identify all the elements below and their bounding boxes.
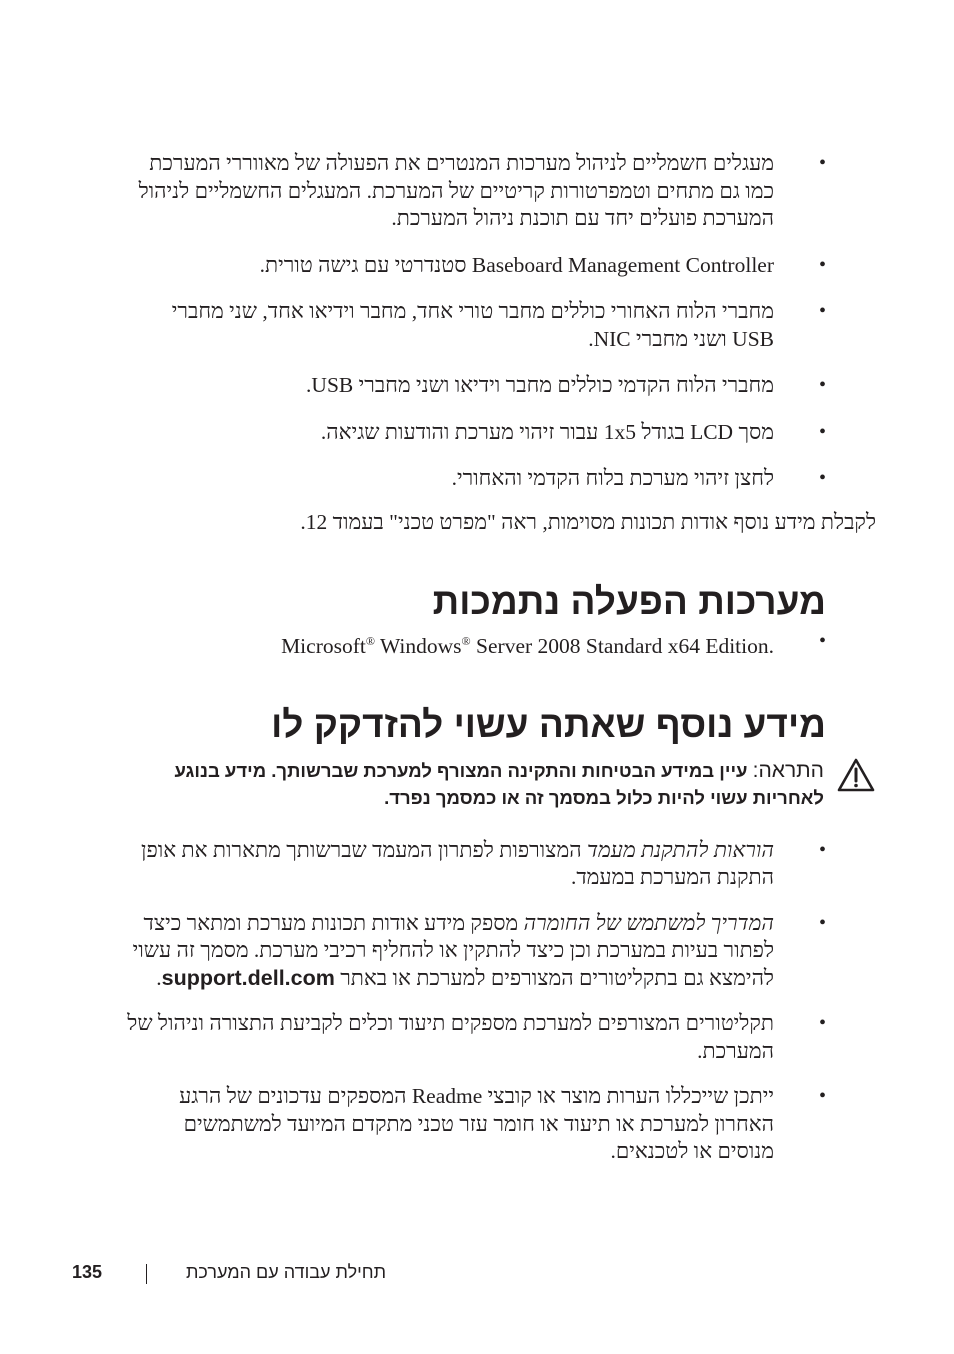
features-list [126, 150, 826, 493]
doc-description: מספק מידע אודות תכונות מערכת ומתאר כיצד לפתור בעיות במערכת וכן כיצד להתקין או להחליף רכיבי מערכת. מסמך זה עשוי להימצא גם בתקליטורים המצורפים למערכת או באתר [132, 910, 774, 990]
page-footer [0, 1262, 954, 1286]
os-vendor: Microsoft [281, 634, 366, 659]
spec-reference-note: לקבלת מידע נוסף אודות תכונות מסוימות, ראה "מפרט טכני" בעמוד 12. [300, 509, 876, 534]
list-item: • מסך LCD בגודל 1x5 עבור זיהוי מערכת והודעות שגיאה. [126, 419, 826, 447]
page-number: 135 [72, 1262, 103, 1282]
registered-mark: ® [365, 634, 375, 648]
list-item: • Baseboard Management Controller סטנדרטי עם גישה טורית. [126, 252, 826, 280]
list-item [126, 837, 826, 892]
list-item: • לחצן זיהוי מערכת בלוח הקדמי והאחורי. [126, 465, 826, 493]
notice-label: התראה: [752, 758, 824, 782]
footer-divider [146, 1264, 147, 1284]
os-name [281, 634, 774, 658]
documentation-list [126, 837, 826, 1166]
caution-notice [126, 757, 876, 811]
os-list [126, 628, 826, 661]
section-heading-more-info: מידע נוסף שאתה עשוי להזדקק לו [271, 703, 826, 745]
os-product: Windows [374, 634, 462, 659]
list-item: • מחברי הלוח הקדמי כוללים מחבר וידיאו ושני מחברי USB. [126, 372, 826, 400]
list-item [126, 628, 826, 661]
list-item: • מחברי הלוח האחורי כוללים מחבר טורי אחד, מחבר וידיאו אחד, שני מחברי USB ושני מחברי NIC. [126, 298, 826, 353]
page-content [126, 150, 876, 1166]
list-item [126, 910, 826, 993]
notice-text: עיין במידע הבטיחות והתקינה המצורף למערכת שברשותך. מידע בנוגע לאחריות עשוי להיות כלול במסמך זה או כמסמך נפרד. [174, 759, 824, 808]
registered-mark: ® [461, 634, 471, 648]
doc-description: ייתכן שייכללו הערות מוצר או קובצי Readme המספקים עדכונים של הרגע האחרון למערכת או תיעוד או חומר עזר טכני מתקדם המיועד למשתמשים מנוסים או לטכנאים. [179, 1084, 774, 1164]
os-edition: Server 2008 Standard x64 Edition. [470, 634, 774, 659]
doc-title: המדריך למשתמש של החומרה [523, 910, 774, 935]
doc-title: הוראות להתקנת מעמד [586, 837, 774, 862]
list-item [126, 1010, 826, 1065]
list-item: • מעגלים חשמליים לניהול מערכות המנטרים את הפעולה של מאווררי המערכת כמו גם מתחים וטמפרטורות קריטיים של המערכת. המעגלים החשמליים לניהול המערכת פועלים יחד עם תוכנת ניהול המערכת. [126, 150, 826, 233]
footer-chapter-title: תחילת עבודה עם המערכת [186, 1262, 387, 1282]
list-item [126, 1083, 826, 1166]
warning-triangle-icon [836, 757, 876, 793]
sentence-end: . [156, 965, 162, 990]
doc-description: המצורפות לפתרון המעמד שברשותך מתארות את אופן התקנת המערכת במעמד. [141, 837, 774, 890]
support-link[interactable]: support.dell.com [161, 965, 335, 990]
section-heading-supported-os: מערכות הפעלה נתמכות [432, 581, 826, 622]
doc-description: תקליטורים המצורפים למערכת מספקים תיעוד וכלים לקביעת התצורה וניהול של המערכת. [127, 1011, 774, 1063]
